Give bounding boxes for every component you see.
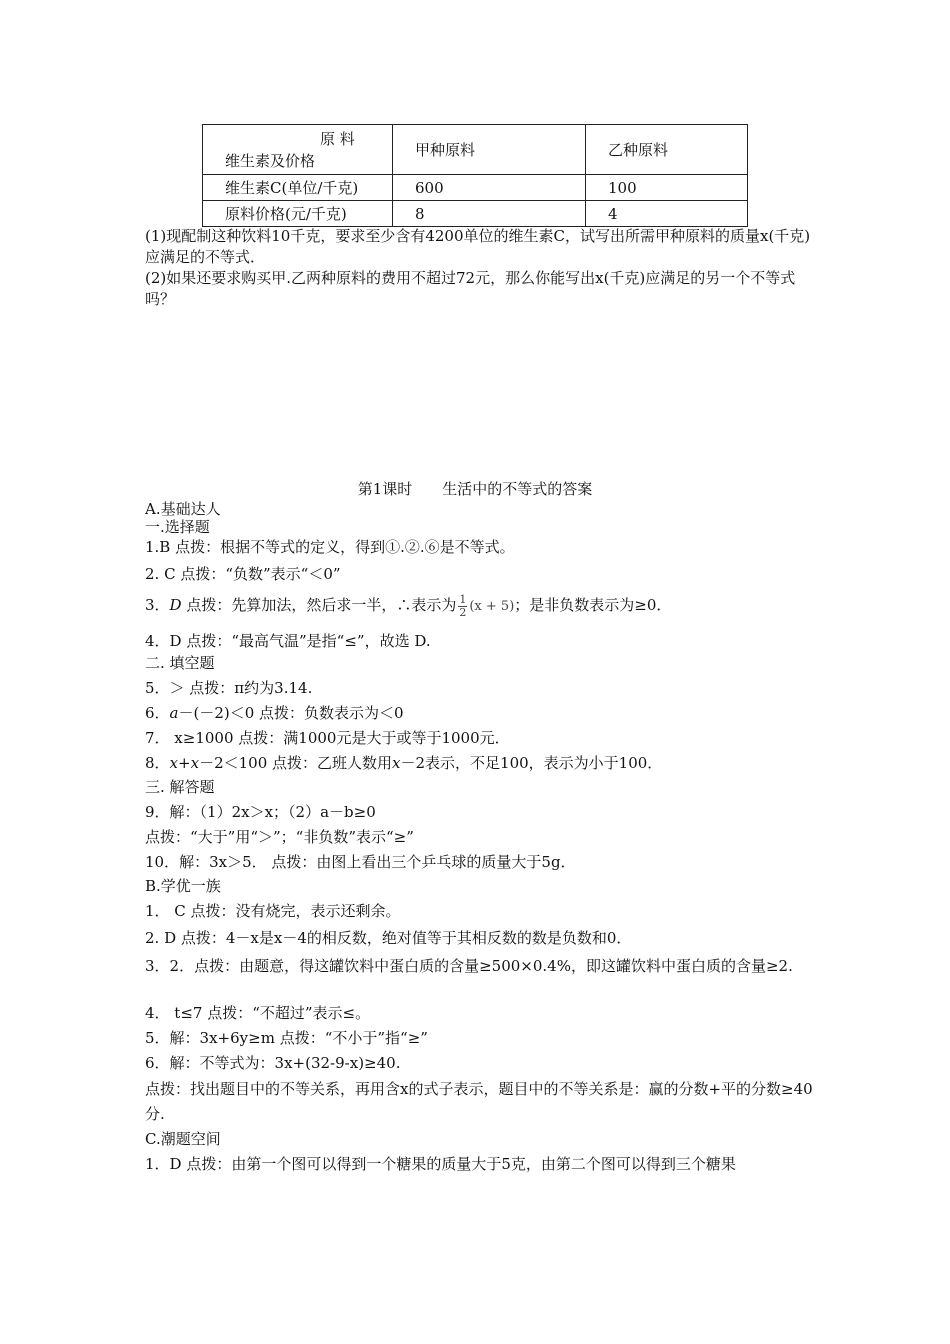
answer-b2: 2. D 点拨：4－x是x－4的相反数，绝对值等于其相反数的数是负数和0．: [145, 929, 632, 947]
answer-8: [145, 752, 815, 774]
cell-b: 100: [586, 175, 748, 201]
answer-3-tail: ；是非负数表示为≥0．: [514, 596, 672, 614]
question-2: (2)如果还要求购买甲.乙两种原料的费用不超过72元，那么你能写出x(千克)应满足的另一个不等式吗？: [145, 269, 796, 308]
answer-4: 4．D 点拨：“最高气温”是指“≤”，故选 D.: [145, 632, 431, 650]
header-material-b: 乙种原料: [586, 125, 748, 175]
answer-9: 9．解：（1）2x＞x；（2）a－b≥0: [145, 803, 376, 821]
row-label: 维生素C(单位/千克): [203, 175, 393, 201]
fraction-numerator: 1: [459, 592, 467, 606]
answer-8-number: 8．: [145, 754, 170, 772]
answer-8-tail: －2表示，不足100，表示为小于100．: [400, 754, 663, 772]
answer-8-var: x: [169, 754, 179, 772]
answer-b4: 4． t≤7 点拨：“不超过”表示≤。: [145, 1004, 371, 1022]
answer-8-mid: －2＜100 点拨：乙班人数用: [199, 754, 393, 772]
answers-title: 第1课时 生活中的不等式的答案: [357, 480, 593, 498]
cell-a: 600: [393, 175, 586, 201]
answer-7: 7． x≥1000 点拨：满1000元是大于或等于1000元．: [145, 729, 510, 747]
answer-10: 10．解：3x＞5． 点拨：由图上看出三个乒乓球的质量大于5g．: [145, 853, 576, 871]
corner-label-vitamin-price: 维生素及价格: [225, 151, 316, 170]
fraction-half: [458, 594, 467, 619]
section-a-heading: A.基础达人: [145, 500, 221, 518]
table-row: [203, 201, 748, 227]
cell-a: 8: [393, 201, 586, 227]
answer-6-variable: a: [169, 704, 179, 722]
answer-6-number: 6．: [145, 704, 170, 722]
section-c-heading: C.潮题空间: [145, 1130, 221, 1148]
question-1: (1)现配制这种饮料10千克，要求至少含有4200单位的维生素C，试写出所需甲种原料的质量x(千克)应满足的不等式．: [145, 227, 811, 266]
nutrition-price-table: [202, 124, 748, 227]
answer-b5: 5．解：3x+6y≥m 点拨：“不小于”指“≥”: [145, 1029, 428, 1047]
answer-9-hint: 点拨：“大于”用“＞”；“非负数”表示“≥”: [145, 828, 414, 846]
answer-b6-hint: 点拨：找出题目中的不等关系，再用含x的式子表示，题目中的不等关系是：赢的分数+平的分数≥40分.: [145, 1080, 813, 1123]
answer-8-plus: +: [178, 754, 191, 772]
table-corner-cell: [203, 125, 393, 175]
header-material-a: 甲种原料: [393, 125, 586, 175]
section-b-heading: B.学优一族: [145, 877, 221, 895]
cell-b: 4: [586, 201, 748, 227]
answer-3-choice: D: [169, 596, 182, 614]
answer-6: [145, 702, 815, 724]
answer-2: 2. C 点拨：“负数”表示“＜0”: [145, 565, 341, 583]
answer-3-number: 3．: [145, 596, 170, 614]
fraction-denominator: 2: [459, 605, 467, 619]
answer-c1: 1．D 点拨：由第一个图可以得到一个糖果的质量大于5克，由第二个图可以得到三个糖果: [145, 1155, 736, 1173]
answer-3-hint: 点拨：先算加法，然后求一半，∴表示为: [181, 596, 457, 614]
answer-3: [145, 590, 815, 622]
answer-6-rest: －(－2)＜0 点拨：负数表示为＜0: [178, 704, 404, 722]
row-label: 原料价格(元/千克): [203, 201, 393, 227]
answer-8-var: x: [190, 754, 200, 772]
subsection-choice: 一.选择题: [145, 518, 210, 536]
subsection-solve: 三. 解答题: [145, 778, 215, 796]
answer-b6: 6．解：不等式为：3x+(32-9-x)≥40.: [145, 1054, 401, 1072]
corner-label-material: 原 料: [320, 129, 355, 148]
answer-3-expression: (x + 5): [469, 599, 515, 614]
table-row: [203, 175, 748, 201]
table-header-row: [203, 125, 748, 175]
answer-b1: 1． C 点拨：没有烧完，表示还剩余。: [145, 902, 401, 920]
answer-b3: 3．2．点拨：由题意，得这罐饮料中蛋白质的含量≥500×0.4%，即这罐饮料中蛋白质的含量≥2.: [145, 957, 793, 975]
answer-1: 1.B 点拨：根据不等式的定义，得到①.②.⑥是不等式。: [145, 538, 515, 556]
answer-5: 5．＞ 点拨：π约为3.14.: [145, 679, 313, 697]
subsection-fill: 二. 填空题: [145, 654, 215, 672]
answer-8-var: x: [392, 754, 401, 772]
